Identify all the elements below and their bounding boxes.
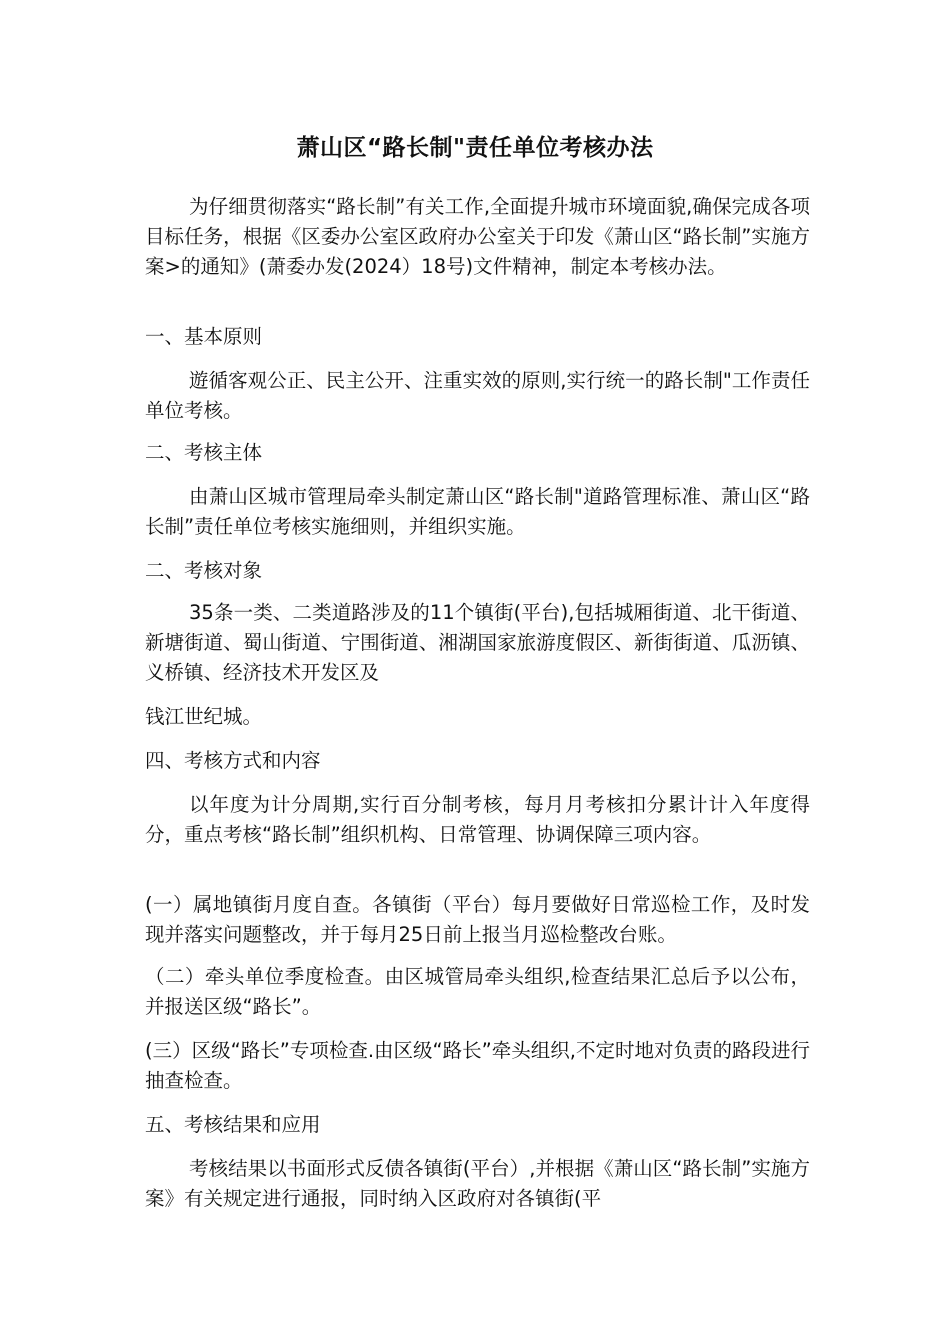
section-body-assessment-target-tail: 钱江世纪城。 [145,705,263,728]
section-heading-basic-principles: 一、基本原则 [145,325,263,348]
section-heading-method-content: 四、考核方式和内容 [145,749,321,772]
section-heading-assessment-target: 二、考核对象 [145,559,263,582]
section-body-results-application: 考核结果以书面形式反债各镇街(平台）,并根据《萧山区“路长制”实施方案》有关规定进行通报，同时纳入区政府对各镇街(平 [145,1157,810,1210]
section-body-basic-principles: 遊循客观公正、民主公开、注重实效的原则,实行统一的路长制"工作责任单位考核。 [145,369,810,422]
document-title: 萧山区“路长制"责任单位考核办法 [296,135,654,161]
method-item-special-check: (三）区级“路长”专项检查.由区级“路长”牵头组织,不定时地对负责的路段进行抽查检查。 [145,1039,810,1092]
method-item-quarterly-check: （二）牵头单位季度检查。由区城管局牵头组织,检查结果汇总后予以公布，并报送区级“路长”。 [145,965,810,1018]
intro-paragraph: 为仔细贯彻落实“路长制”有关工作,全面提升城市环境面貌,确保完成各项目标任务，根据《区委办公室区政府办公室关于印发《萧山区“路长制”实施方案>的通知》(萧委办发(2024）18号)文件精神，制定本考核办法。 [145,195,810,278]
section-heading-assessment-subject: 二、考核主体 [145,441,263,464]
section-body-method-content: 以年度为计分周期,实行百分制考核，每月月考核扣分累计计入年度得分，重点考核“路长制”组织机构、日常管理、协调保障三项内容。 [145,793,810,846]
section-body-assessment-subject: 由萧山区城市管理局牵头制定萧山区“路长制"道路管理标准、萧山区“路长制”责任单位考核实施细则，并组织实施。 [145,485,810,538]
method-item-monthly-selfcheck: (一）属地镇街月度自查。各镇街（平台）每月要做好日常巡检工作，及时发现并落实问题整改，并于每月25日前上报当月巡检整改台账。 [145,893,810,946]
section-heading-results-application: 五、考核结果和应用 [145,1113,321,1136]
section-body-assessment-target: 35条一类、二类道路涉及的11个镇街(平台),包括城厢街道、北干街道、新塘街道、蜀山街道、宁围街道、湘湖国家旅游度假区、新街街道、瓜沥镇、义桥镇、经济技术开发区及 [145,601,810,684]
